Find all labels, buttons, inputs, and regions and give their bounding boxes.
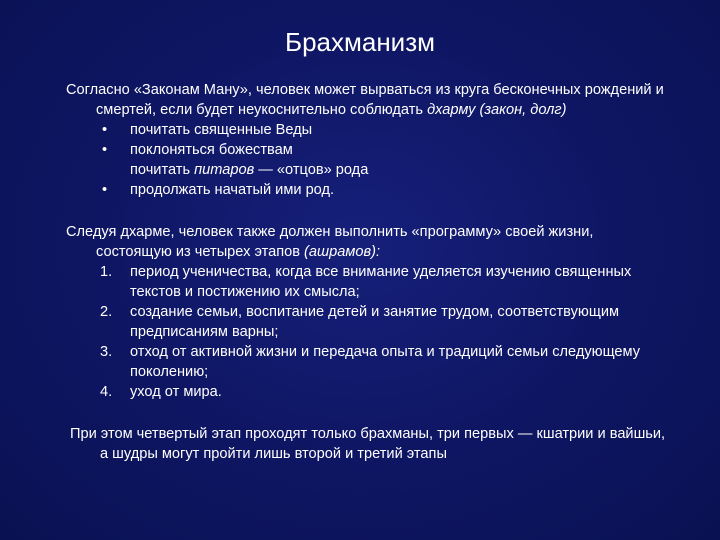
- list-item: [66, 120, 666, 140]
- paragraph-castes: [66, 424, 666, 464]
- paragraph-manu-laws: [66, 80, 666, 120]
- list-item-text-pre: почитать: [130, 162, 195, 178]
- slide-title: Брахманизм: [285, 27, 435, 57]
- numbered-item-text: отход от активной жизни и передача опыта и традиций семьи следующему поколению;: [130, 344, 641, 380]
- ashrams-list: [66, 262, 666, 402]
- bullet-mark: •: [102, 182, 108, 198]
- term-ashrams: (ашрамов):: [304, 244, 381, 260]
- paragraph-castes-text: При этом четвертый этап проходят только брахманы, три первых — кшатрии и вайшьи, а шудры могут пройти лишь второй и третий этапы: [70, 426, 666, 462]
- list-item: [66, 180, 666, 200]
- list-item-text: продолжать начатый ими род.: [130, 182, 335, 198]
- numbered-item: [66, 302, 666, 342]
- term-dharma: дхарму (закон, долг): [427, 102, 567, 118]
- paragraph-manu-laws-text: Согласно «Законам Ману», человек может вырваться из круга бесконечных рождений и смертей, если будет неукоснительно соблюдать: [66, 82, 664, 118]
- numbered-item-text: уход от мира.: [130, 384, 222, 400]
- list-item: [66, 140, 666, 160]
- list-item-text: поклоняться божествам: [130, 142, 293, 158]
- numbered-item: [66, 382, 666, 402]
- list-item-text: почитать священные Веды: [130, 122, 313, 138]
- number-mark: 3.: [100, 344, 113, 360]
- numbered-item-text: период ученичества, когда все внимание уделяется изучению священных текстов и постижению их смысла;: [130, 264, 632, 300]
- numbered-item: [66, 342, 666, 382]
- numbered-item-text: создание семьи, воспитание детей и занятие трудом, соответствующим предписаниям варны;: [130, 304, 620, 340]
- numbered-item: [66, 262, 666, 302]
- term-pitars: питаров: [194, 162, 255, 178]
- paragraph-life-program-text: Следуя дхарме, человек также должен выполнить «программу» своей жизни, состоящую из четырех этапов: [66, 224, 594, 260]
- paragraph-life-program: [66, 222, 666, 262]
- bullet-mark: •: [102, 142, 108, 158]
- number-mark: 2.: [100, 304, 113, 320]
- slide-body: [66, 80, 666, 464]
- list-item-text-post: — «отцов» рода: [254, 162, 369, 178]
- dharma-duties-list: [66, 120, 666, 200]
- number-mark: 1.: [100, 264, 113, 280]
- list-item: [66, 160, 666, 180]
- bullet-mark: •: [102, 122, 108, 138]
- number-mark: 4.: [100, 384, 113, 400]
